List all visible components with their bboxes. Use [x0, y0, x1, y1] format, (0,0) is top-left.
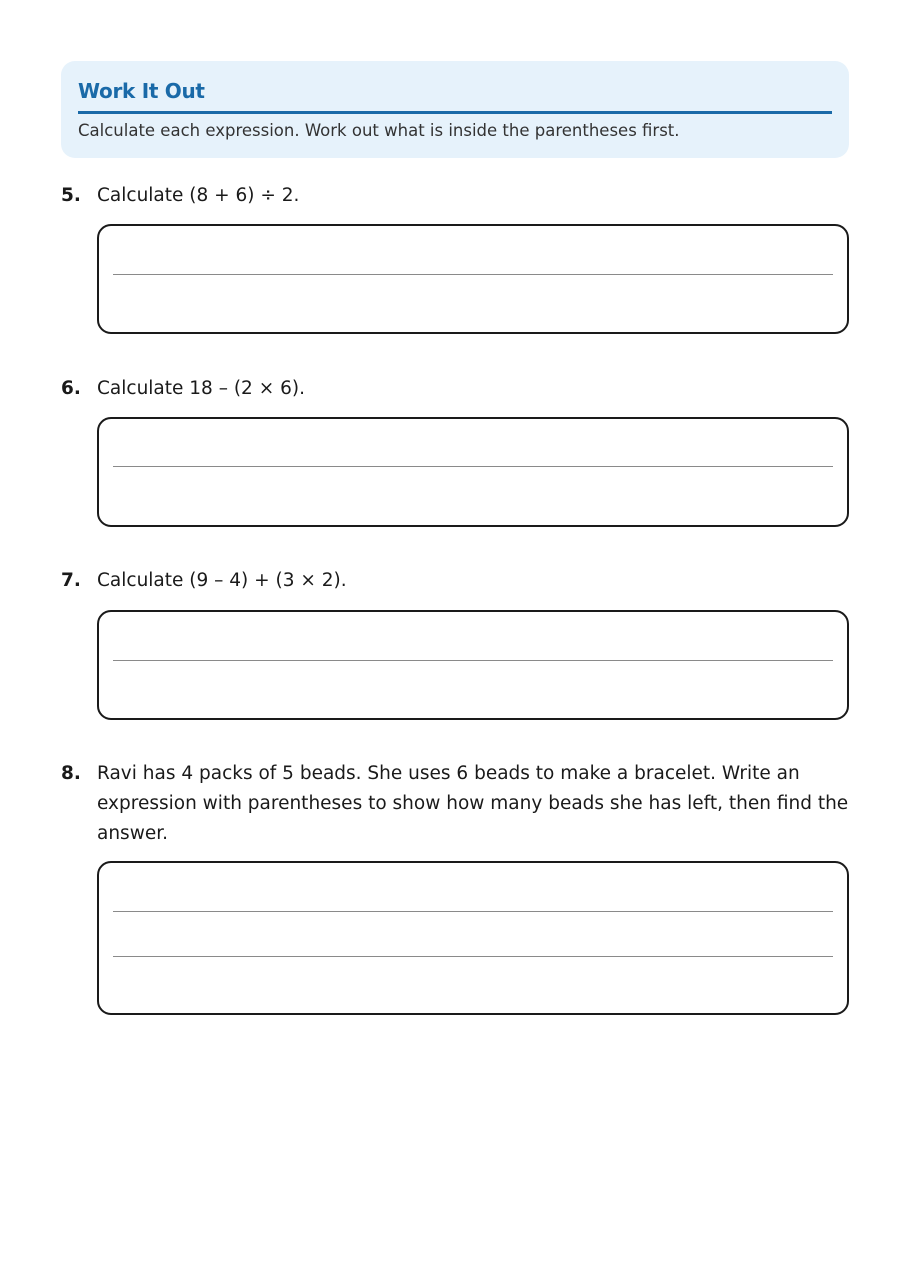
question-6	[61, 374, 849, 527]
question-text: Ravi has 4 packs of 5 beads. She uses 6 beads to make a bracelet. Write an expression with parentheses to show how many beads she has left, then find the answer.	[97, 763, 849, 844]
section-title: Work It Out	[78, 77, 832, 114]
answer-line	[113, 956, 833, 957]
question-number: 6.	[61, 378, 81, 399]
answer-box[interactable]	[97, 417, 849, 527]
question-text: Calculate (8 + 6) ÷ 2.	[97, 185, 300, 206]
section-instructions: Calculate each expression. Work out what is inside the parentheses first.	[78, 121, 680, 140]
section-header	[61, 61, 849, 158]
answer-box[interactable]	[97, 224, 849, 334]
answer-line	[113, 274, 833, 275]
question-8	[61, 759, 849, 1015]
question-text: Calculate 18 – (2 × 6).	[97, 378, 305, 399]
question-5	[61, 181, 849, 334]
question-text: Calculate (9 – 4) + (3 × 2).	[97, 570, 347, 591]
answer-box[interactable]	[97, 861, 849, 1015]
answer-line	[113, 911, 833, 912]
question-number: 7.	[61, 570, 81, 591]
question-number: 5.	[61, 185, 81, 206]
answer-line	[113, 466, 833, 467]
answer-line	[113, 660, 833, 661]
answer-box[interactable]	[97, 610, 849, 720]
question-7	[61, 566, 849, 720]
question-number: 8.	[61, 763, 81, 784]
